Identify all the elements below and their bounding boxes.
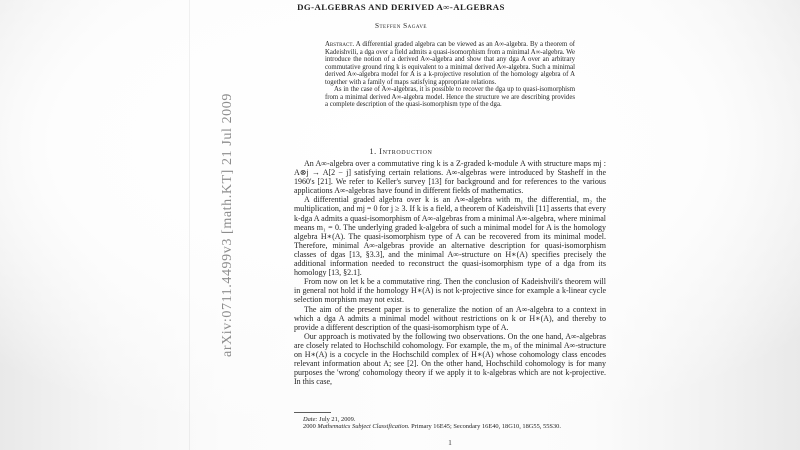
footnote-date-text: July 21, 2009. (319, 416, 356, 423)
paper-title: DG-ALGEBRAS AND DERIVED A∞-ALGEBRAS (297, 2, 505, 12)
arxiv-watermark: arXiv:0711.4499v3 [math.KT] 21 Jul 2009 (220, 93, 235, 357)
introduction-body (294, 159, 606, 386)
page-number: 1 (448, 438, 452, 447)
abstract-block (325, 41, 575, 109)
body-paragraph-5: Our approach is motivated by the following two observations. On the one hand, A∞-algebras are closely related to Hochschild cohomology. For example, the m₃ of the minimal A∞-structure on H∗(A) is a cocycle in the Hochschild complex of H∗(A) whose cohomology class encodes relevant information about A; see [2]. On the other hand, Hochschild cohomology is for many purposes the 'wrong' cohomology theory if we apply it to k-algebras which are not k-projective. In this case, (294, 331, 606, 387)
abstract-paragraph-2: As in the case of A∞-algebras, it is possible to recover the dga up to quasi-isomorphism from a minimal derived A∞-algebra model. Hence the structure we are describing provides a complete description of the quasi-isomorphism type of the dga. (325, 86, 575, 108)
section-heading: 1. Introduction (369, 147, 433, 156)
footnote-date-label: Date: (303, 416, 318, 423)
footnote-msc-rest: Primary 16E45; Secondary 16E40, 18G10, 18G55, 55S30. (411, 423, 561, 431)
footnote-msc-title: Mathematics Subject Classification. (317, 423, 410, 431)
footnote-msc-year: 2000 (303, 423, 316, 431)
body-paragraph-3: From now on let k be a commutative ring. Then the conclusion of Kadeishvili's theorem will in general not hold if the homology H∗(A) is not k-projective since for example a k-linear cycle selection morphism may not exist. (294, 277, 606, 305)
abstract-label: Abstract. (325, 41, 355, 48)
footnote-block (294, 416, 606, 430)
abstract-text-1: A differential graded algebra can be viewed as an A∞-algebra. By a theorem of Kadeishvili, a dga over a field admits a quasi-isomorphism from a minimal A∞-algebra. We introduce the notion of a derived A∞-algebra and show that any dga A over an arbitrary commutative ground ring k is equivalent to a minimal derived A∞-algebra. Such a minimal derived A∞-algebra model for A is a k-projective resolution of the homology algebra of A together with a family of maps satisfying appropriate relations. (325, 41, 575, 86)
footnote-rule (294, 412, 331, 413)
body-paragraph-4: The aim of the present paper is to generalize the notion of an A∞-algebra to a context in which a dga A admits a minimal model without restrictions on k or H∗(A), and thereby to provide a different description of the quasi-isomorphism type of A. (294, 304, 606, 332)
footnote-date-line (294, 416, 606, 423)
abstract-paragraph-1 (325, 41, 575, 86)
paper-author: Steffen Sagave (375, 22, 427, 30)
footnote-msc-line (294, 423, 606, 430)
body-paragraph-1: An A∞-algebra over a commutative ring k is a Z-graded k-module A with structure maps mj : A⊗j → A[2 − j] satisfying certain relations. A∞-algebras were introduced by Stasheff in the 1960's [21]. We refer to Keller's survey [13] for background and for references to the various applications A∞-algebras have found in different fields of mathematics. (294, 159, 606, 196)
paper-page (190, 0, 612, 450)
body-paragraph-2: A differential graded algebra over k is an A∞-algebra with m₁ the differential, m₂ the multiplication, and mj = 0 for j ≥ 3. If k is a field, a theorem of Kadeishvili [11] asserts that every k-dga A admits a quasi-isomorphism of A∞-algebras from a minimal A∞-algebra, where minimal means m₁ = 0. The underlying graded k-algebra of such a minimal model for A is the homology algebra H∗(A). The quasi-isomorphism type of A can be recovered from its minimal model. Therefore, minimal A∞-algebras provide an alternative description for quasi-isomorphism classes of dgas [13, §3.3], and the minimal A∞-structure on H∗(A) specifies precisely the additional information needed to reconstruct the quasi-isomorphism type of a dga from its homology [13, §2.1]. (294, 195, 606, 278)
